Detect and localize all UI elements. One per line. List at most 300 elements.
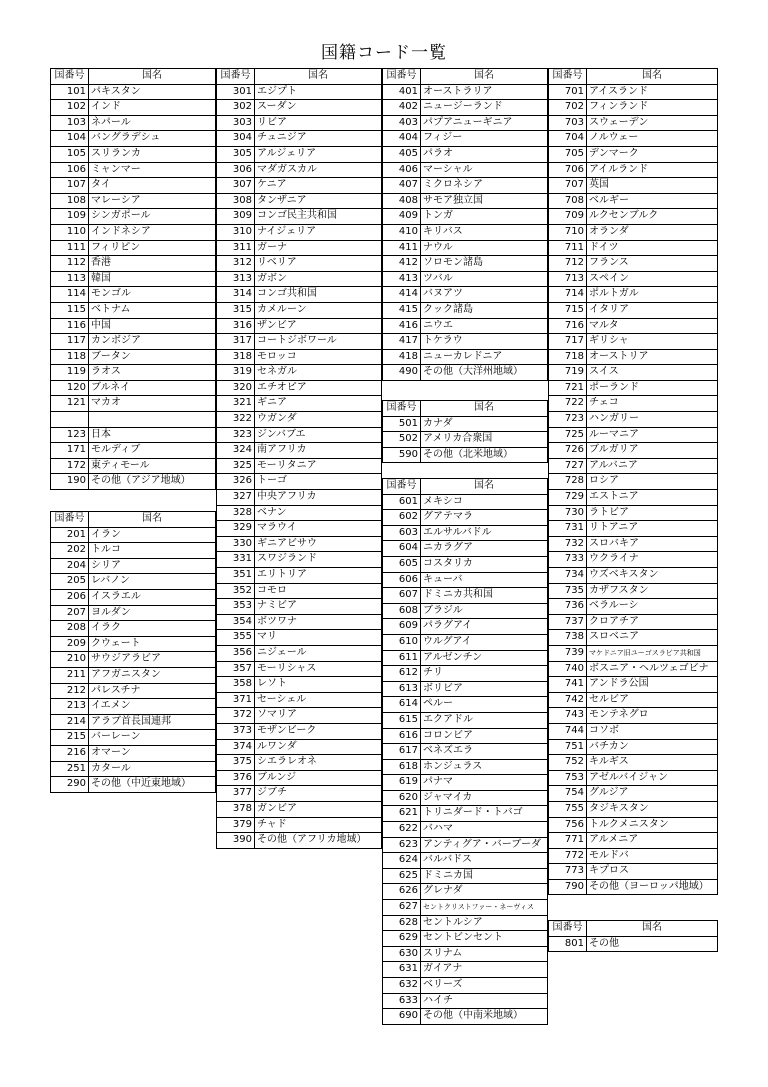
country-code: 208 [51, 621, 89, 637]
country-code: 210 [51, 652, 89, 668]
country-name: ギニア [255, 396, 382, 412]
table-row [383, 271, 548, 287]
country-code: 118 [51, 349, 89, 365]
table-row [51, 193, 216, 209]
country-name: ロシア [587, 474, 718, 490]
table-row [51, 365, 216, 381]
country-name: コスタリカ [421, 556, 548, 572]
table-row [549, 661, 718, 677]
country-name: カナダ [421, 416, 548, 432]
table-row [217, 458, 382, 474]
table-row [383, 775, 548, 791]
country-name: ボリビア [421, 681, 548, 697]
country-name: チャド [255, 817, 382, 833]
header-code: 国番号 [51, 512, 89, 528]
table-row [217, 645, 382, 661]
country-name: コンゴ共和国 [255, 287, 382, 303]
country-code: 358 [217, 677, 255, 693]
country-code: 412 [383, 256, 421, 272]
country-code: 742 [549, 692, 587, 708]
country-code: 710 [549, 224, 587, 240]
country-name: スイス [587, 365, 718, 381]
country-name: オーストラリア [421, 84, 548, 100]
header-code: 国番号 [383, 401, 421, 417]
table-row [51, 699, 216, 715]
table-row [383, 365, 548, 381]
country-name: ブータン [89, 349, 216, 365]
country-code: 715 [549, 302, 587, 318]
table-row [51, 334, 216, 350]
country-name: レソト [255, 677, 382, 693]
country-name: カメルーン [255, 302, 382, 318]
table-row [51, 443, 216, 459]
country-code: 612 [383, 666, 421, 682]
country-name: エリトリア [255, 568, 382, 584]
country-name: セーシェル [255, 692, 382, 708]
country-code: 372 [217, 708, 255, 724]
country-code: 351 [217, 568, 255, 584]
table-row [549, 458, 718, 474]
country-code: 306 [217, 162, 255, 178]
country-code: 110 [51, 224, 89, 240]
country-name: マーシャル [421, 162, 548, 178]
country-name: スロベニア [587, 630, 718, 646]
table-row [217, 334, 382, 350]
country-code: 631 [383, 962, 421, 978]
country-name: トルコ [89, 543, 216, 559]
table-row [51, 240, 216, 256]
table-row [383, 634, 548, 650]
country-name: コートジボワール [255, 334, 382, 350]
country-code: 290 [51, 777, 89, 793]
country-code: 703 [549, 115, 587, 131]
table-row [383, 993, 548, 1009]
country-name: セントルシア [421, 915, 548, 931]
country-name: パナマ [421, 775, 548, 791]
country-name: モーリシャス [255, 661, 382, 677]
table-row [383, 931, 548, 947]
header-code: 国番号 [383, 479, 421, 495]
country-name: セルビア [587, 692, 718, 708]
country-code: 618 [383, 759, 421, 775]
table-row [549, 770, 718, 786]
country-name: フィジー [421, 131, 548, 147]
country-name: パキスタン [89, 84, 216, 100]
table-row [51, 730, 216, 746]
table-row [217, 224, 382, 240]
table-row [383, 978, 548, 994]
country-name: セントクリストファー・ネーヴィス [421, 900, 548, 916]
table-row [51, 474, 216, 490]
header-name: 国名 [421, 401, 548, 417]
country-code: 601 [383, 494, 421, 510]
country-code: 378 [217, 801, 255, 817]
country-code: 627 [383, 900, 421, 916]
country-code: 312 [217, 256, 255, 272]
table-header [51, 69, 216, 85]
country-code: 608 [383, 603, 421, 619]
table-row [383, 432, 548, 448]
table-row [549, 755, 718, 771]
table-row [217, 536, 382, 552]
country-code: 751 [549, 739, 587, 755]
country-name: ジャマイカ [421, 790, 548, 806]
country-name: グレナダ [421, 884, 548, 900]
country-name: アルゼンチン [421, 650, 548, 666]
country-code: 726 [549, 443, 587, 459]
country-name: サウジアラビア [89, 652, 216, 668]
country-code: 121 [51, 396, 89, 412]
country-code: 490 [383, 365, 421, 381]
table-row [549, 193, 718, 209]
table-row [383, 681, 548, 697]
country-name: ナウル [421, 240, 548, 256]
header-code: 国番号 [549, 921, 587, 937]
country-code: 207 [51, 605, 89, 621]
table-row [217, 271, 382, 287]
table-row [549, 786, 718, 802]
country-code: 209 [51, 636, 89, 652]
table-header [383, 401, 548, 417]
table-row [549, 334, 718, 350]
country-name: アラブ首長国連邦 [89, 714, 216, 730]
country-code: 404 [383, 131, 421, 147]
table-row [217, 131, 382, 147]
table-row [217, 708, 382, 724]
table-row [383, 131, 548, 147]
header-name: 国名 [89, 69, 216, 85]
table-row [217, 396, 382, 412]
country-name: ノルウェー [587, 131, 718, 147]
table-row [217, 443, 382, 459]
code-table-africa [216, 68, 382, 849]
country-name: ポルトガル [587, 287, 718, 303]
table-row [51, 667, 216, 683]
table-row [217, 505, 382, 521]
country-name: ヨルダン [89, 605, 216, 621]
country-name: アフガニスタン [89, 667, 216, 683]
country-code: 302 [217, 100, 255, 116]
country-name: ラオス [89, 365, 216, 381]
country-code: 308 [217, 193, 255, 209]
table-row [217, 318, 382, 334]
table-row [549, 178, 718, 194]
country-code: 702 [549, 100, 587, 116]
country-code: 633 [383, 993, 421, 1009]
country-code: 316 [217, 318, 255, 334]
country-code: 706 [549, 162, 587, 178]
table-row [217, 568, 382, 584]
table-row [51, 745, 216, 761]
country-name: その他（アフリカ地域） [255, 833, 382, 849]
country-name: ニカラグア [421, 541, 548, 557]
table-row [51, 527, 216, 543]
country-name: フィンランド [587, 100, 718, 116]
code-table-europe [548, 68, 718, 895]
country-code: 307 [217, 178, 255, 194]
country-code: 116 [51, 318, 89, 334]
table-row [549, 224, 718, 240]
table-row [217, 240, 382, 256]
country-name: ウガンダ [255, 412, 382, 428]
country-name [89, 412, 216, 428]
table-row [383, 209, 548, 225]
header-name: 国名 [587, 69, 718, 85]
country-code: 304 [217, 131, 255, 147]
country-name: マリ [255, 630, 382, 646]
country-code: 723 [549, 412, 587, 428]
table-row [51, 761, 216, 777]
country-code: 354 [217, 614, 255, 630]
table-row [51, 146, 216, 162]
country-code: 755 [549, 801, 587, 817]
country-name: 南アフリカ [255, 443, 382, 459]
country-code: 708 [549, 193, 587, 209]
country-name: 中国 [89, 318, 216, 334]
country-code: 727 [549, 458, 587, 474]
table-row [217, 209, 382, 225]
table-row [217, 630, 382, 646]
country-name: ネパール [89, 115, 216, 131]
country-code: 732 [549, 536, 587, 552]
country-name: ナミビア [255, 599, 382, 615]
table-row [549, 708, 718, 724]
country-code [51, 412, 89, 428]
country-name: トルクメニスタン [587, 817, 718, 833]
country-code: 310 [217, 224, 255, 240]
table-row [217, 287, 382, 303]
table-row [217, 521, 382, 537]
country-name: セントビンセント [421, 931, 548, 947]
country-name: タイ [89, 178, 216, 194]
country-code: 623 [383, 837, 421, 853]
country-code: 417 [383, 334, 421, 350]
table-row [217, 302, 382, 318]
country-code: 756 [549, 817, 587, 833]
country-name: キューバ [421, 572, 548, 588]
table-row [383, 115, 548, 131]
country-code: 744 [549, 723, 587, 739]
country-name: キルギス [587, 755, 718, 771]
table-row [51, 636, 216, 652]
country-name: シンガポール [89, 209, 216, 225]
country-code: 327 [217, 490, 255, 506]
country-name: マラウイ [255, 521, 382, 537]
country-code: 772 [549, 848, 587, 864]
country-code: 321 [217, 396, 255, 412]
country-name: ウクライナ [587, 552, 718, 568]
country-name: イエメン [89, 699, 216, 715]
country-code: 117 [51, 334, 89, 350]
table-row [383, 541, 548, 557]
header-name: 国名 [587, 921, 718, 937]
country-code: 707 [549, 178, 587, 194]
country-name: モザンビーク [255, 723, 382, 739]
country-code: 401 [383, 84, 421, 100]
table-header [383, 69, 548, 85]
table-row [549, 396, 718, 412]
country-name: ガイアナ [421, 962, 548, 978]
table-row [549, 645, 718, 661]
country-code: 718 [549, 349, 587, 365]
country-code: 632 [383, 978, 421, 994]
country-name: ブラジル [421, 603, 548, 619]
table-row [383, 915, 548, 931]
country-code: 352 [217, 583, 255, 599]
country-name: ブルネイ [89, 380, 216, 396]
country-code: 319 [217, 365, 255, 381]
country-code: 741 [549, 677, 587, 693]
code-table-north-america [382, 400, 548, 463]
country-name: ザンビア [255, 318, 382, 334]
country-code: 752 [549, 755, 587, 771]
table-row [217, 84, 382, 100]
country-code: 614 [383, 697, 421, 713]
table-row [217, 178, 382, 194]
country-name: 香港 [89, 256, 216, 272]
table-row [217, 365, 382, 381]
table-row [383, 588, 548, 604]
table-header [549, 921, 718, 937]
country-code: 172 [51, 458, 89, 474]
country-code: 613 [383, 681, 421, 697]
country-code: 326 [217, 474, 255, 490]
country-code: 111 [51, 240, 89, 256]
table-row [383, 178, 548, 194]
country-name: クック諸島 [421, 302, 548, 318]
country-code: 733 [549, 552, 587, 568]
country-name: マルタ [587, 318, 718, 334]
page-title: 国籍コード一覧 [321, 43, 447, 63]
table-row [51, 209, 216, 225]
country-code: 353 [217, 599, 255, 615]
country-name: リベリア [255, 256, 382, 272]
country-name: その他（アジア地域） [89, 474, 216, 490]
country-name: マレーシア [89, 193, 216, 209]
country-name: ボツワナ [255, 614, 382, 630]
country-code: 738 [549, 630, 587, 646]
country-name: バングラデシュ [89, 131, 216, 147]
country-name: モンゴル [89, 287, 216, 303]
country-name: グルジア [587, 786, 718, 802]
country-name: バルバドス [421, 853, 548, 869]
table-row [51, 302, 216, 318]
country-name: チュニジア [255, 131, 382, 147]
table-row [51, 605, 216, 621]
country-code: 314 [217, 287, 255, 303]
table-header [549, 69, 718, 85]
country-name: ラトビア [587, 505, 718, 521]
table-row [217, 256, 382, 272]
country-name: アメリカ合衆国 [421, 432, 548, 448]
country-name: カタール [89, 761, 216, 777]
country-name: セネガル [255, 365, 382, 381]
country-name: ボスニア・ヘルツェゴビナ [587, 661, 718, 677]
country-name: バーレーン [89, 730, 216, 746]
table-row [217, 552, 382, 568]
country-code: 501 [383, 416, 421, 432]
country-code: 355 [217, 630, 255, 646]
country-name: ルワンダ [255, 739, 382, 755]
table-row [549, 630, 718, 646]
country-name: エチオピア [255, 380, 382, 396]
country-code: 619 [383, 775, 421, 791]
header-name: 国名 [421, 479, 548, 495]
country-code: 405 [383, 146, 421, 162]
code-table-asia [50, 68, 216, 490]
country-name: ペルー [421, 697, 548, 713]
country-name: クウェート [89, 636, 216, 652]
table-header [51, 512, 216, 528]
country-code: 402 [383, 100, 421, 116]
country-code: 215 [51, 730, 89, 746]
country-name: アルメニア [587, 833, 718, 849]
country-code: 406 [383, 162, 421, 178]
table-row [549, 864, 718, 880]
table-row [383, 822, 548, 838]
table-row [217, 162, 382, 178]
country-code: 325 [217, 458, 255, 474]
country-name: ニジェール [255, 645, 382, 661]
country-name: キリバス [421, 224, 548, 240]
country-name: コロンビア [421, 728, 548, 744]
country-name: モンテネグロ [587, 708, 718, 724]
country-code: 123 [51, 427, 89, 443]
country-name: ガーナ [255, 240, 382, 256]
country-code: 303 [217, 115, 255, 131]
table-row [217, 115, 382, 131]
table-row [51, 714, 216, 730]
country-code: 628 [383, 915, 421, 931]
country-code: 390 [217, 833, 255, 849]
country-name: 韓国 [89, 271, 216, 287]
country-name: アイルランド [587, 162, 718, 178]
country-code: 771 [549, 833, 587, 849]
table-row [549, 271, 718, 287]
country-code: 725 [549, 427, 587, 443]
table-row [51, 777, 216, 793]
table-row [549, 256, 718, 272]
table-row [51, 271, 216, 287]
country-code: 754 [549, 786, 587, 802]
country-name: アンドラ公国 [587, 677, 718, 693]
table-row [217, 723, 382, 739]
country-name: 東ティモール [89, 458, 216, 474]
table-row [549, 614, 718, 630]
country-code: 318 [217, 349, 255, 365]
country-name: 英国 [587, 178, 718, 194]
country-name: バハマ [421, 822, 548, 838]
table-row [51, 589, 216, 605]
country-code: 115 [51, 302, 89, 318]
table-row [549, 115, 718, 131]
table-row [217, 100, 382, 116]
table-row [549, 318, 718, 334]
country-code: 377 [217, 786, 255, 802]
country-name: その他（大洋州地域） [421, 365, 548, 381]
table-row [51, 162, 216, 178]
country-code: 739 [549, 645, 587, 661]
country-code: 114 [51, 287, 89, 303]
country-name: チリ [421, 666, 548, 682]
table-row [549, 131, 718, 147]
country-code: 418 [383, 349, 421, 365]
table-row [383, 416, 548, 432]
header-code: 国番号 [217, 69, 255, 85]
country-name: ニウエ [421, 318, 548, 334]
country-name: オーストリア [587, 349, 718, 365]
table-row [383, 744, 548, 760]
